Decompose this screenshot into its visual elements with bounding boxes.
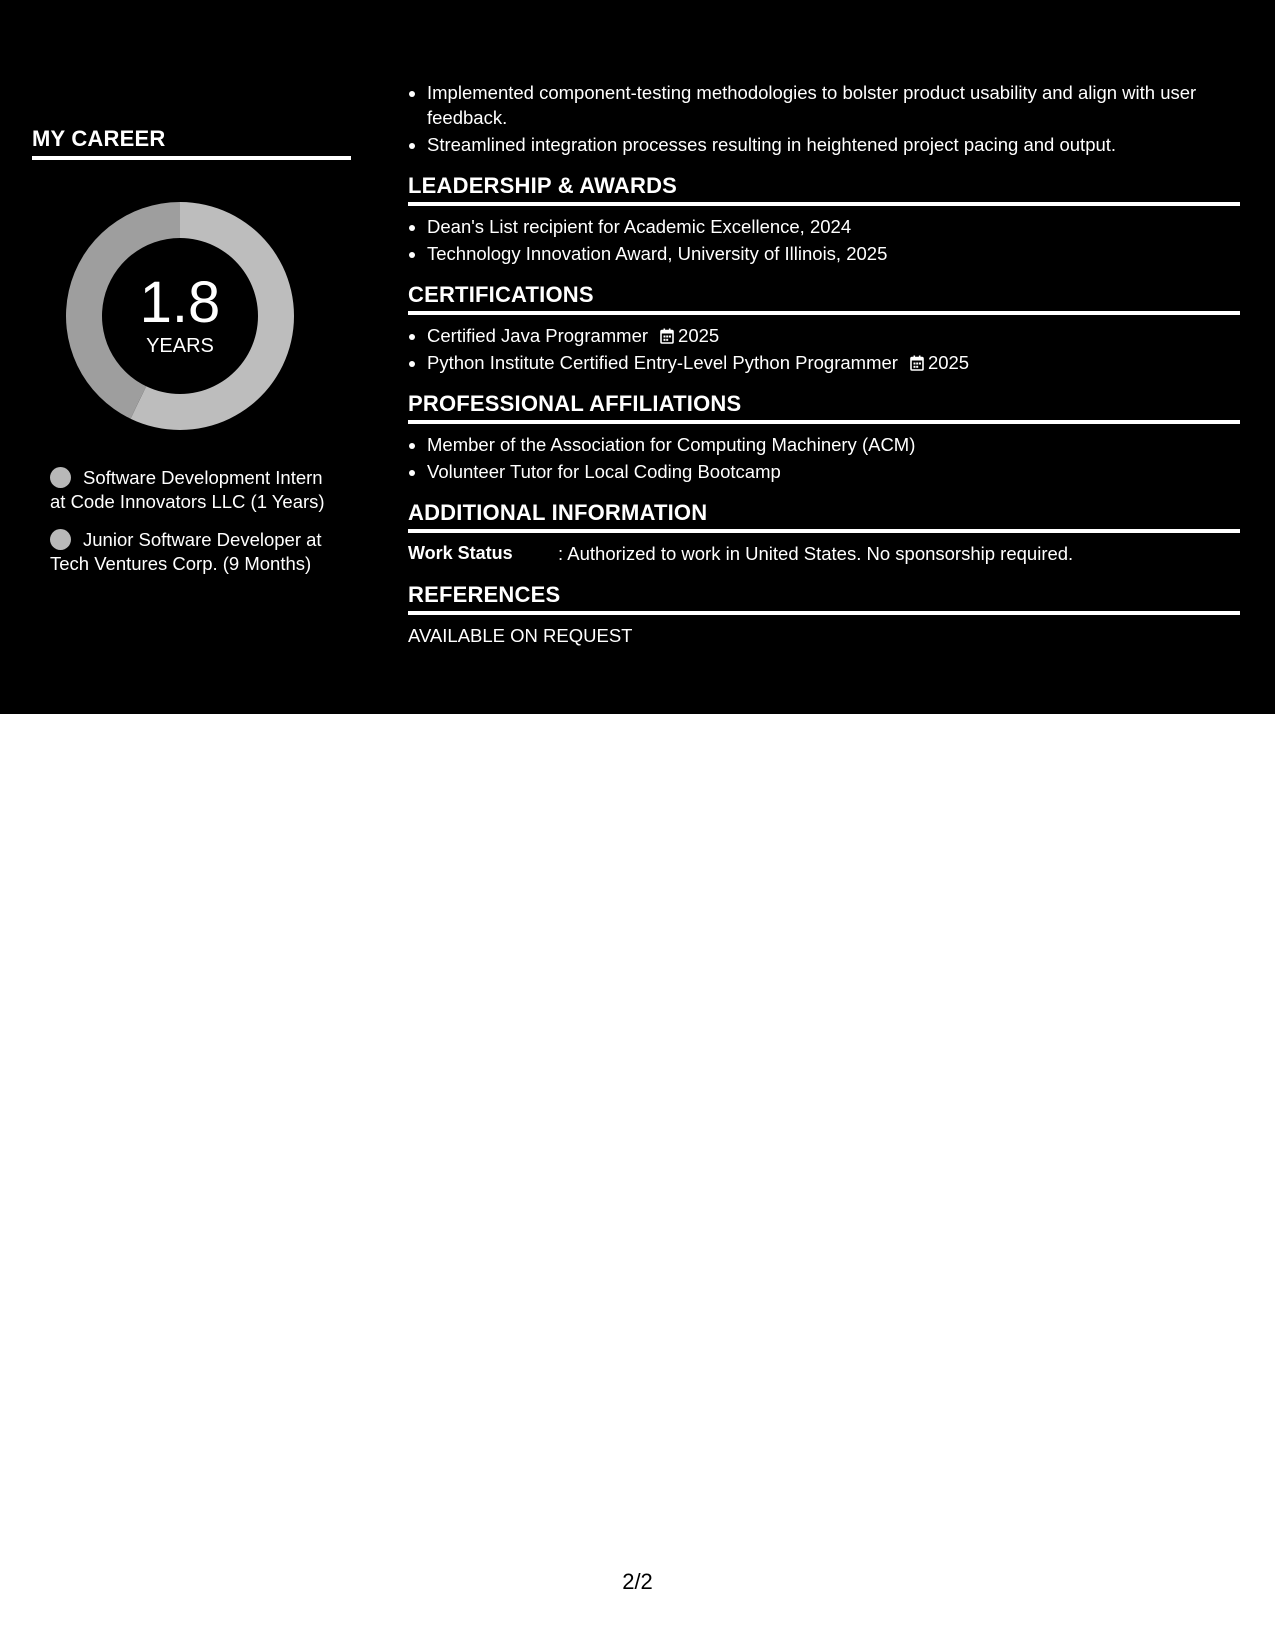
resume-page-content: [0, 0, 1275, 714]
experience-bullets: [408, 80, 1240, 157]
references-heading: REFERENCES: [408, 582, 1240, 615]
certification-name: Python Institute Certified Entry-Level Python Programmer: [427, 352, 898, 373]
list-item: [427, 350, 1240, 375]
page-number: 2/2: [622, 1569, 653, 1594]
career-section: [32, 126, 351, 590]
career-legend: [50, 466, 340, 576]
list-item: • Volunteer Tutor for Local Coding Bootcamp: [427, 459, 1240, 484]
leadership-heading: LEADERSHIP & AWARDS: [408, 173, 1240, 206]
list-item: • Streamlined integration processes resulting in heightened project pacing and output.: [427, 132, 1240, 157]
leadership-list: [408, 214, 1240, 266]
list-item: • Implemented component-testing methodologies to bolster product usability and align with user feedback.: [427, 80, 1240, 130]
work-status-value: : Authorized to work in United States. No sponsorship required.: [558, 543, 1074, 564]
affiliations-list: [408, 432, 1240, 484]
affiliations-heading: PROFESSIONAL AFFILIATIONS: [408, 391, 1240, 424]
calendar-icon: [910, 355, 924, 371]
legend-item: [50, 528, 340, 576]
certifications-list: [408, 323, 1240, 375]
career-donut-chart: [66, 202, 294, 430]
list-item: • Dean's List recipient for Academic Excellence, 2024: [427, 214, 1240, 239]
list-item: [427, 323, 1240, 348]
total-years-value: 1.8: [139, 270, 221, 335]
calendar-icon: [660, 328, 674, 344]
list-item: • Member of the Association for Computing Machinery (ACM): [427, 432, 1240, 457]
career-heading: MY CAREER: [32, 126, 351, 160]
references-text: AVAILABLE ON REQUEST: [408, 625, 633, 646]
donut-center: [66, 202, 294, 430]
work-status-row: [408, 541, 1240, 566]
certification-name: Certified Java Programmer: [427, 325, 649, 346]
legend-label: Software Development Intern at Code Innovators LLC (1 Years): [50, 467, 325, 512]
work-status-label: Work Status: [408, 543, 513, 563]
main-column: [408, 80, 1240, 648]
list-item: • Technology Innovation Award, University of Illinois, 2025: [427, 241, 1240, 266]
years-unit-label: YEARS: [146, 335, 214, 357]
certification-year: 2025: [927, 352, 970, 373]
certification-year: 2025: [678, 325, 720, 346]
legend-item: [50, 466, 340, 514]
legend-dot-icon: [50, 529, 71, 550]
legend-label: Junior Software Developer at Tech Ventures Corp. (9 Months): [50, 529, 322, 574]
certifications-heading: CERTIFICATIONS: [408, 282, 1240, 315]
additional-info-heading: ADDITIONAL INFORMATION: [408, 500, 1240, 533]
legend-dot-icon: [50, 467, 71, 488]
